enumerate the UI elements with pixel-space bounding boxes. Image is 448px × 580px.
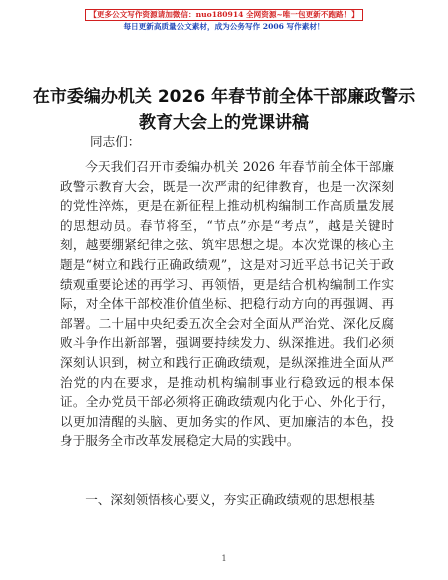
section-heading: 一、深刻领悟核心要义，夯实正确政绩观的思想根基 [85,492,375,507]
salutation: 同志们： [90,134,141,149]
promo-line-red: 【更多公文写作资源请加微信：nuo180914 全网资源~唯一包更新不跑路！】 [85,9,362,21]
promo-header [0,2,448,32]
body-paragraph: 今天我们召开市委编办机关 2026 年春节前全体干部廉政警示教育大会，既是一次严肃的纪律教育，也是一次深刻的党性淬炼，更是在新征程上推动机构编制工作高质量发展的思想动员。春节将至，“节点”亦是“考点”，越是关键时刻，越要绷紧纪律之弦、筑牢思想之堤。本次党课的核心主题是“树立和践行正确政绩观”，这是对习近平总书记关于政绩观重要论述的再学习、再领悟，更是结合机构编制工作实际，对全体干部校准价值坐标、把稳行动方向的再强调、再部署。二十届中央纪委五次全会对全面从严治党、深化反腐败斗争作出新部署，强调要持续发力、纵深推进。我们必须深刻认识到，树立和践行正确政绩观，是纵深推进全面从严治党的内在要求，是推动机构编制事业行稳致远的根本保证。全办党员干部必须将正确政绩观内化于心、外化于行，以更加清醒的头脑、更加务实的作风、更加廉洁的本色，投身于服务全市改革发展稳定大局的实践中。 [60,159,394,449]
document-title: 在市委编办机关 2026 年春节前全体干部廉政警示教育大会上的党课讲稿 [32,87,416,133]
promo-line-blue: 每日更新高质量公文素材，成为公务写作 2006 写作素材！ [123,22,325,31]
page-number: 1 [221,554,227,563]
